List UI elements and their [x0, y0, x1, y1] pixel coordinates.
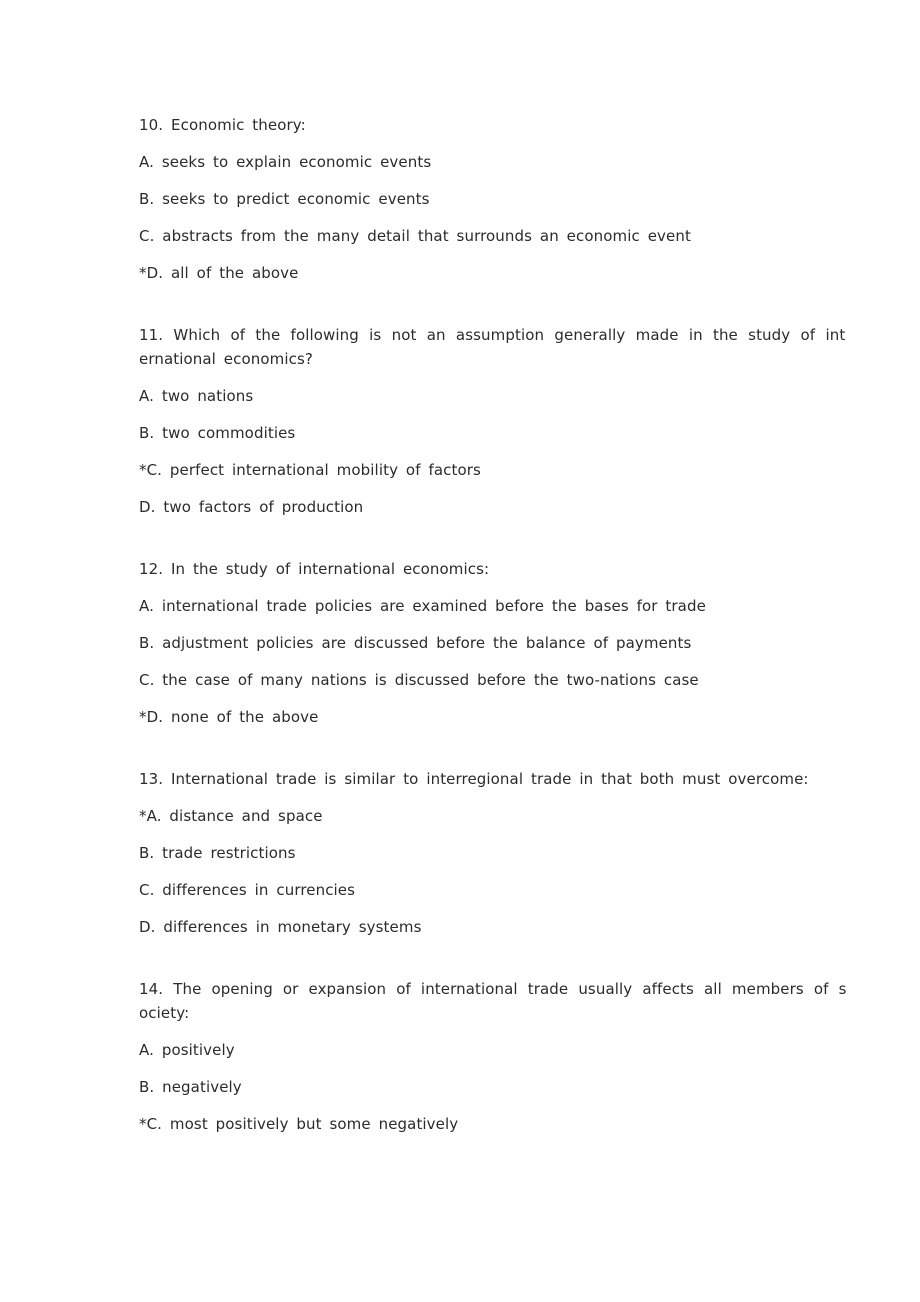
question-10: [139, 113, 779, 285]
option-c: C. abstracts from the many detail that surrounds an economic event: [139, 227, 691, 245]
question-11: [139, 323, 846, 519]
option-c-answer: *C. most positively but some negatively: [139, 1115, 459, 1133]
option-c-answer: *C. perfect international mobility of factors: [139, 461, 481, 479]
question-stem-line1: 14. The opening or expansion of international trade usually affects all members of s: [139, 980, 847, 998]
option-d-answer: *D. all of the above: [139, 264, 299, 282]
option-b: B. negatively: [139, 1078, 242, 1096]
option-a: A. two nations: [139, 387, 254, 405]
question-13: [139, 767, 809, 939]
option-a: A. positively: [139, 1041, 235, 1059]
question-stem-line1: 11. Which of the following is not an assumption generally made in the study of int: [139, 326, 846, 344]
question-stem: 12. In the study of international economics:: [139, 560, 490, 578]
option-d-answer: *D. none of the above: [139, 708, 319, 726]
question-stem-line2: ociety:: [139, 1004, 190, 1022]
question-stem: 10. Economic theory:: [139, 116, 306, 134]
question-stem: 13. International trade is similar to interregional trade in that both must overcome:: [139, 770, 809, 788]
option-b: B. adjustment policies are discussed before the balance of payments: [139, 634, 692, 652]
document-page: [139, 113, 847, 1174]
option-c: C. differences in currencies: [139, 881, 356, 899]
option-b: B. two commodities: [139, 424, 296, 442]
option-a: A. seeks to explain economic events: [139, 153, 432, 171]
question-14: [139, 977, 847, 1136]
option-a-answer: *A. distance and space: [139, 807, 323, 825]
option-d: D. differences in monetary systems: [139, 918, 422, 936]
option-a: A. international trade policies are examined before the bases for trade: [139, 597, 706, 615]
option-b: B. seeks to predict economic events: [139, 190, 430, 208]
question-stem-line2: ernational economics?: [139, 350, 313, 368]
option-b: B. trade restrictions: [139, 844, 296, 862]
question-12: [139, 557, 779, 729]
option-d: D. two factors of production: [139, 498, 364, 516]
option-c: C. the case of many nations is discussed before the two-nations case: [139, 671, 699, 689]
